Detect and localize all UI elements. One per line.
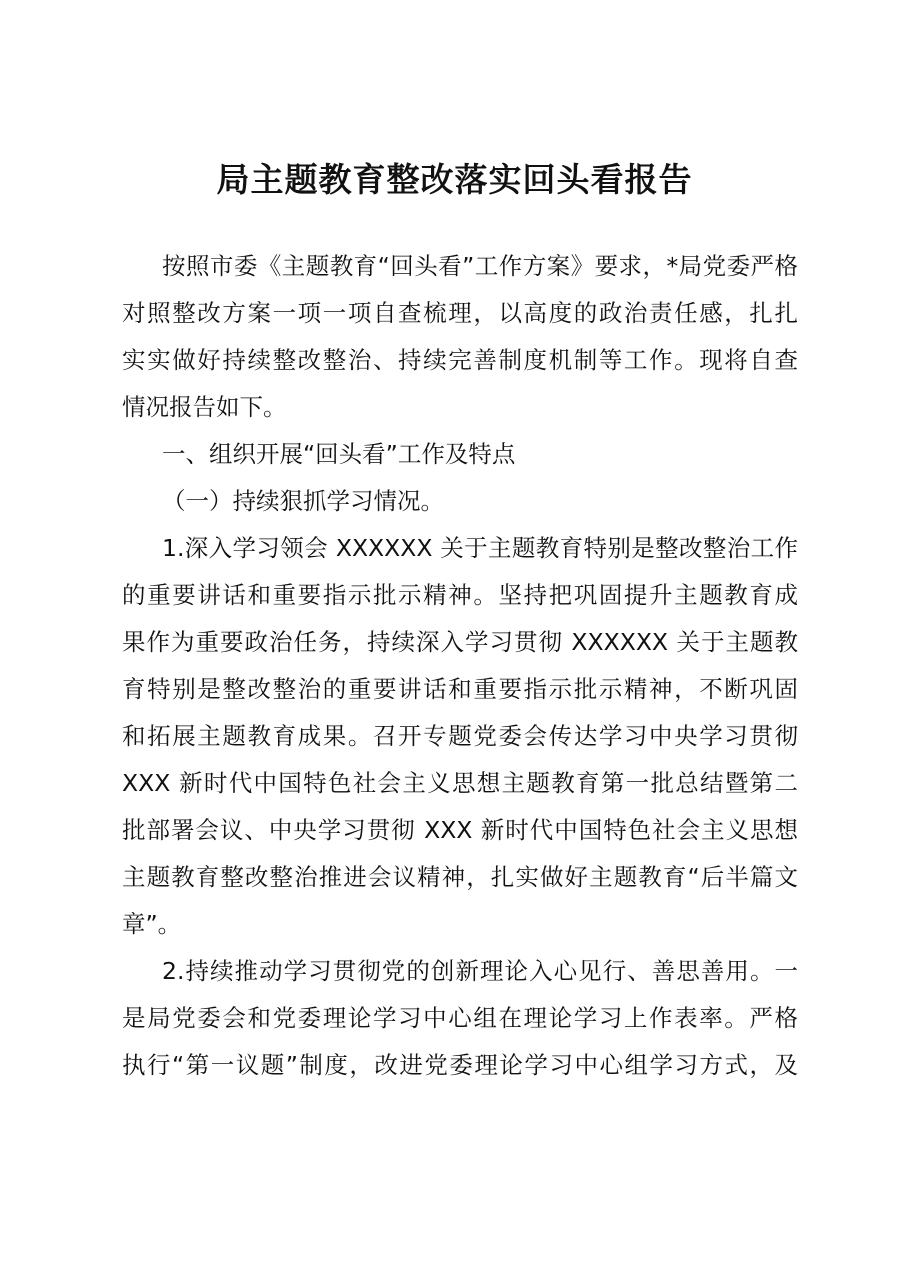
paragraph-line: 果作为重要政治任务，持续深入学习贯彻 XXXXXX 关于主题教 — [122, 628, 798, 656]
paragraph-line: 批部署会议、中央学习贯彻 XXX 新时代中国特色社会主义思想 — [122, 816, 798, 844]
paragraph-line: 和拓展主题教育成果。召开专题党委会传达学习中央学习贯彻 — [122, 722, 798, 750]
paragraph-line: 执行“第一议题”制度，改进党委理论学习中心组学习方式，及 — [122, 1051, 798, 1079]
paragraph-line: 育特别是整改整治的重要讲话和重要指示批示精神，不断巩固 — [122, 675, 798, 703]
paragraph-line: 是局党委会和党委理论学习中心组在理论学习上作表率。严格 — [122, 1004, 798, 1032]
paragraph-line: XXX 新时代中国特色社会主义思想主题教育第一批总结暨第二 — [122, 769, 798, 797]
paragraph-line: 按照市委《主题教育“回头看”工作方案》要求，*局党委严格 — [162, 252, 798, 280]
paragraph-line: 实实做好持续整改整治、持续完善制度机制等工作。现将自查 — [122, 346, 798, 374]
document-title: 局主题教育整改落实回头看报告 — [216, 160, 693, 199]
document-body — [122, 243, 798, 1089]
paragraph-line: 1.深入学习领会 XXXXXX 关于主题教育特别是整改整治工作 — [162, 534, 798, 562]
section-heading: 一、组织开展“回头看”工作及特点 — [162, 440, 516, 468]
paragraph-line: 情况报告如下。 — [122, 393, 287, 421]
paragraph-line: 的重要讲话和重要指示批示精神。坚持把巩固提升主题教育成 — [122, 581, 798, 609]
paragraph-line: 主题教育整改整治推进会议精神，扎实做好主题教育“后半篇文 — [122, 863, 798, 891]
paragraph-line: 2.持续推动学习贯彻党的创新理论入心见行、善思善用。一 — [162, 957, 798, 985]
paragraph-line: 章”。 — [122, 910, 182, 938]
paragraph-line: 对照整改方案一项一项自查梳理，以高度的政治责任感，扎扎 — [122, 299, 798, 327]
subsection-heading: （一）持续狠抓学习情况。 — [162, 487, 444, 515]
